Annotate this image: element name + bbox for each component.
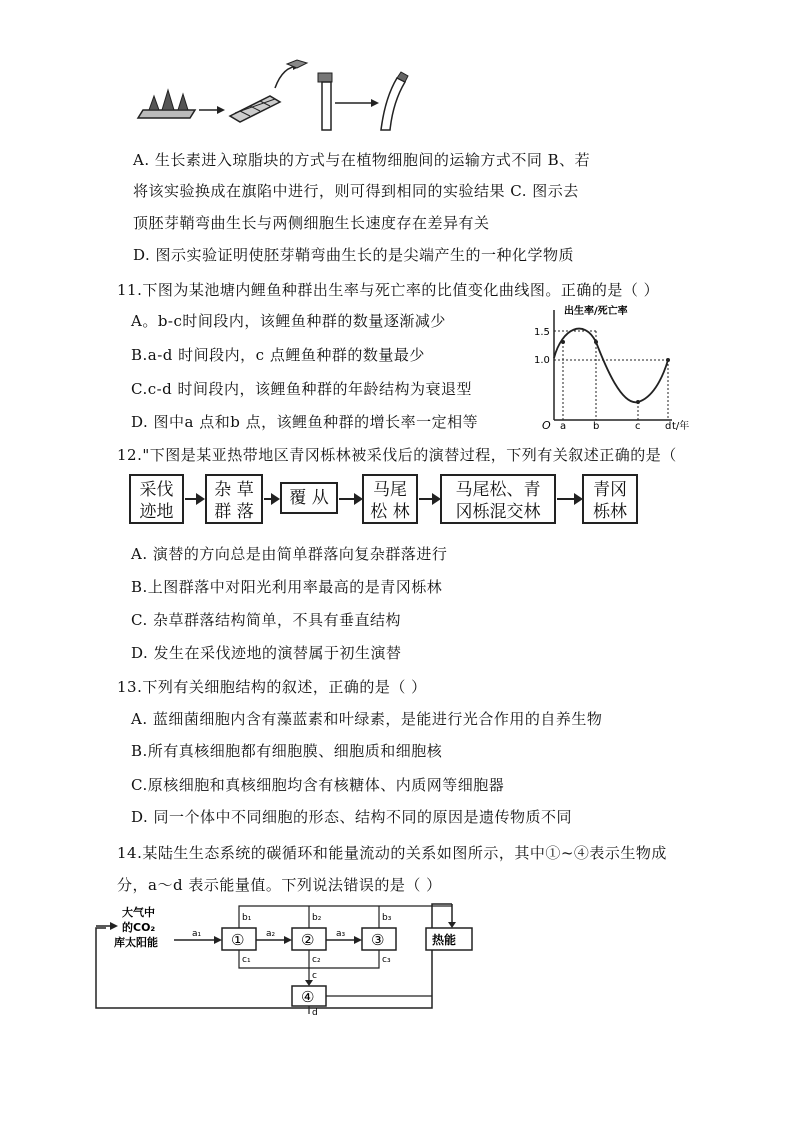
- ytick-1-0: 1.0: [534, 355, 550, 366]
- q12-option-d: D. 发生在采伐迹地的演替属于初生演替: [131, 644, 402, 662]
- svg-text:d: d: [312, 1008, 318, 1018]
- flow-box-1: 采伐 迹地: [129, 474, 184, 524]
- node-1: ①: [231, 931, 245, 949]
- source-l2: 的CO₂: [122, 921, 156, 934]
- node-2: ②: [301, 931, 315, 949]
- node-4: ④: [301, 988, 315, 1006]
- q11-stem: 11.下图为某池塘内鲤鱼种群出生率与死亡率的比值变化曲线图。正确的是（ ）: [117, 281, 660, 299]
- q12-option-a: A. 演替的方向总是由简单群落向复杂群落进行: [131, 545, 448, 563]
- q14-stem-2: 分，a～d 表示能量值。下列说法错误的是（ ）: [117, 876, 442, 894]
- q13-option-d: D. 同一个体中不同细胞的形态、结构不同的原因是遗传物质不同: [131, 808, 573, 826]
- q13-option-c: C.原核细胞和真核细胞均含有核糖体、内质网等细胞器: [131, 776, 505, 794]
- coleoptile-experiment-figure: [135, 58, 415, 136]
- q11-option-b: B.a-d 时间段内，c 点鲤鱼种群的数量最少: [131, 346, 425, 364]
- heat-label: 热能: [432, 933, 457, 947]
- graph-origin: O: [542, 419, 551, 432]
- svg-text:a₂: a₂: [266, 929, 276, 939]
- flow-box-4: 马尾 松 林: [362, 474, 418, 524]
- svg-text:a₁: a₁: [192, 929, 202, 939]
- source-l1: 大气中: [122, 906, 155, 919]
- q11-option-d: D. 图中a 点和b 点，该鲤鱼种群的增长率一定相等: [131, 413, 479, 431]
- flow-arrow: [264, 498, 278, 500]
- flow-arrow: [339, 498, 361, 500]
- graph-xlabel: t/年: [672, 421, 690, 432]
- xtick-a: a: [560, 421, 567, 432]
- q10-option-c: 顶胚芽鞘弯曲生长与两侧细胞生长速度存在差异有关: [133, 214, 490, 232]
- svg-text:c₃: c₃: [382, 955, 391, 965]
- svg-text:b₃: b₃: [382, 913, 392, 923]
- flow-box-6: 青冈 栎林: [582, 474, 638, 524]
- graph-ylabel: 出生率/死亡率: [564, 306, 628, 317]
- svg-text:b₂: b₂: [312, 913, 322, 923]
- flow-box-3: 覆 从: [280, 482, 338, 514]
- q14-stem: 14.某陆生生态系统的碳循环和能量流动的关系如图所示，其中①~④表示生物成: [117, 844, 667, 862]
- q11-option-c: C.c-d 时间段内，该鲤鱼种群的年龄结构为衰退型: [131, 380, 473, 398]
- q10-option-a: A. 生长素进入琼脂块的方式与在植物细胞间的运输方式不同 B、若: [133, 151, 591, 169]
- q12-stem: 12."下图是某亚热带地区青冈栎林被采伐后的演替过程，下列有关叙述正确的是（: [117, 446, 677, 464]
- svg-text:a₃: a₃: [336, 929, 346, 939]
- q12-option-c: C. 杂草群落结构简单，不具有垂直结构: [131, 611, 401, 629]
- svg-text:c₂: c₂: [312, 955, 321, 965]
- flow-arrow: [419, 498, 439, 500]
- q10-option-b: 将该实验换成在旗陷中进行，则可得到相同的实验结果 C. 图示去: [133, 182, 579, 200]
- xtick-b: b: [593, 421, 600, 432]
- q10-option-d: D. 图示实验证明使胚芽鞘弯曲生长的是尖端产生的一种化学物质: [133, 246, 575, 264]
- q13-option-b: B.所有真核细胞都有细胞膜、细胞质和细胞核: [131, 742, 443, 760]
- carbon-energy-diagram: [92, 898, 472, 1016]
- flow-arrow: [185, 498, 203, 500]
- q11-option-a: A。b-c时间段内，该鲤鱼种群的数量逐渐减少: [131, 312, 446, 330]
- xtick-c: c: [635, 421, 641, 432]
- flow-box-2: 杂 草 群 落: [205, 474, 263, 524]
- svg-text:b₁: b₁: [242, 913, 252, 923]
- q13-option-a: A. 蓝细菌细胞内含有藻蓝素和叶绿素，是能进行光合作用的自养生物: [131, 710, 603, 728]
- flow-box-5: 马尾松、青 冈栎混交林: [440, 474, 556, 524]
- flow-arrow: [557, 498, 581, 500]
- ytick-1-5: 1.5: [534, 327, 550, 338]
- q12-option-b: B.上图群落中对阳光利用率最高的是青冈栎林: [131, 578, 443, 596]
- source-l3: 库太阳能: [114, 936, 158, 949]
- q13-stem: 13.下列有关细胞结构的叙述，正确的是（ ）: [117, 678, 427, 696]
- svg-text:c₁: c₁: [242, 955, 251, 965]
- svg-text:c: c: [312, 971, 317, 981]
- xtick-d: d: [665, 421, 672, 432]
- birth-death-ratio-graph: [534, 298, 690, 432]
- node-3: ③: [371, 931, 385, 949]
